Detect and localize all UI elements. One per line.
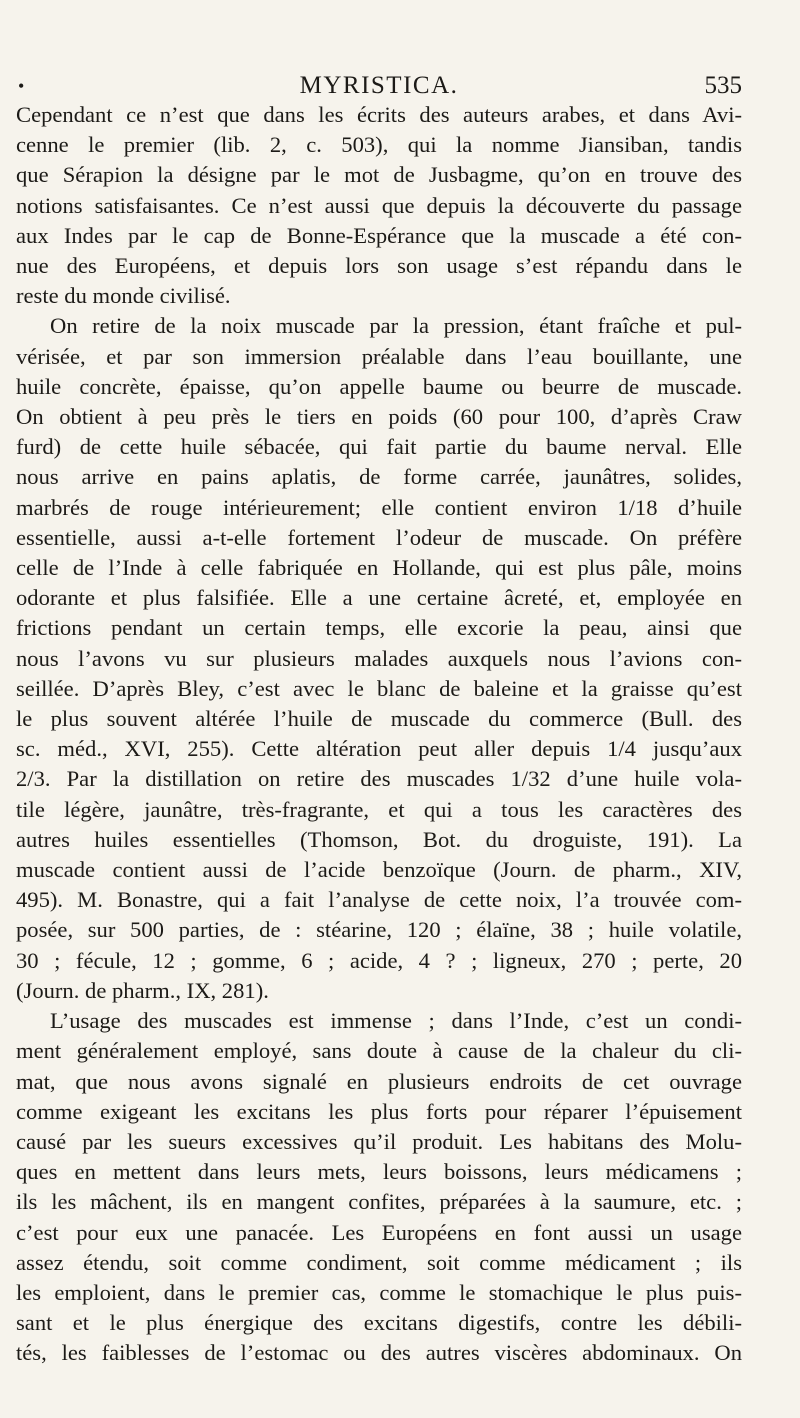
text-line: odorante et plus falsifiée. Elle a une certaine âcreté, et, employée en bbox=[16, 585, 742, 611]
text-line: 2/3. Par la distillation on retire des muscades 1/32 d’une huile vola- bbox=[16, 766, 742, 792]
text-line: vérisée, et par son immersion préalable dans l’eau bouillante, une bbox=[16, 343, 742, 369]
text-line: tile légère, jaunâtre, très-fragrante, et qui a tous les caractères des bbox=[16, 796, 742, 822]
text-line: sant et le plus énergique des excitans digestifs, contre les débili- bbox=[16, 1310, 742, 1336]
text-line: c’est pour eux une panacée. Les Européens en font aussi un usage bbox=[16, 1219, 742, 1245]
text-line: ils les mâchent, ils en mangent confites, préparées à la saumure, etc. ; bbox=[16, 1189, 742, 1215]
text-line: muscade contient aussi de l’acide benzoïque (Journ. de pharm., XIV, bbox=[16, 857, 742, 883]
text-line: essentielle, aussi a-t-elle fortement l’odeur de muscade. On préfère bbox=[16, 524, 742, 550]
text-line: 30 ; fécule, 12 ; gomme, 6 ; acide, 4 ? ; ligneux, 270 ; perte, 20 bbox=[16, 947, 742, 973]
text-line: autres huiles essentielles (Thomson, Bot. du droguiste, 191). La bbox=[16, 826, 742, 852]
text-line: aux Indes par le cap de Bonne-Espérance que la muscade a été con- bbox=[16, 222, 742, 248]
text-line: L’usage des muscades est immense ; dans l’Inde, c’est un condi- bbox=[50, 1008, 742, 1034]
text-line: furd) de cette huile sébacée, qui fait partie du baume nerval. Elle bbox=[16, 434, 742, 460]
text-line: (Journ. de pharm., IX, 281). bbox=[16, 977, 269, 1003]
text-line: marbrés de rouge intérieurement; elle contient environ 1/18 d’huile bbox=[16, 494, 742, 520]
text-line: Cependant ce n’est que dans les écrits des auteurs arabes, et dans Avi- bbox=[16, 102, 742, 127]
text-line: reste du monde civilisé. bbox=[16, 283, 231, 309]
text-line: 495). M. Bonastre, qui a fait l’analyse de cette noix, l’a trouvée com- bbox=[16, 887, 742, 913]
text-line: ment généralement employé, sans doute à cause de la chaleur du cli- bbox=[16, 1038, 742, 1064]
text-line: huile concrète, épaisse, qu’on appelle baume ou beurre de muscade. bbox=[16, 373, 742, 399]
text-line: les emploient, dans le premier cas, comme le stomachique le plus puis- bbox=[16, 1279, 742, 1305]
text-line: tés, les faiblesses de l’estomac ou des autres viscères abdominaux. On bbox=[16, 1340, 742, 1366]
running-header bbox=[16, 64, 742, 108]
page-mark: • bbox=[18, 76, 25, 96]
text-line: le plus souvent altérée l’huile de muscade du commerce (Bull. des bbox=[16, 706, 742, 732]
text-line: ques en mettent dans leurs mets, leurs boissons, leurs médicamens ; bbox=[16, 1159, 742, 1185]
text-line: frictions pendant un certain temps, elle excorie la peau, ainsi que bbox=[16, 615, 742, 641]
text-line: nous l’avons vu sur plusieurs malades auxquels nous l’avions con- bbox=[16, 645, 742, 671]
running-title: MYRISTICA. bbox=[299, 72, 459, 99]
page-number: 535 bbox=[704, 72, 742, 99]
text-line: seillée. D’après Bley, c’est avec le blanc de baleine et la graisse qu’est bbox=[16, 675, 742, 701]
text-line: posée, sur 500 parties, de : stéarine, 120 ; élaïne, 38 ; huile volatile, bbox=[16, 917, 742, 943]
text-line: sc. méd., XVI, 255). Cette altération peut aller depuis 1/4 jusqu’aux bbox=[16, 736, 742, 762]
text-line: assez étendu, soit comme condiment, soit comme médicament ; ils bbox=[16, 1249, 742, 1275]
text-line: comme exigeant les excitans les plus forts pour réparer l’épuisement bbox=[16, 1098, 742, 1124]
text-line: cenne le premier (lib. 2, c. 503), qui la nomme Jiansiban, tandis bbox=[16, 132, 742, 158]
body-text bbox=[16, 100, 742, 1369]
text-line: celle de l’Inde à celle fabriquée en Hollande, qui est plus pâle, moins bbox=[16, 555, 742, 581]
text-line: On obtient à peu près le tiers en poids (60 pour 100, d’après Craw bbox=[16, 404, 742, 430]
text-line: nous arrive en pains aplatis, de forme carrée, jaunâtres, solides, bbox=[16, 464, 742, 490]
text-line: que Sérapion la désigne par le mot de Jusbagme, qu’on en trouve des bbox=[16, 162, 742, 188]
text-line: causé par les sueurs excessives qu’il produit. Les habitans des Molu- bbox=[16, 1128, 742, 1154]
text-line: nue des Européens, et depuis lors son usage s’est répandu dans le bbox=[16, 253, 742, 279]
text-line: mat, que nous avons signalé en plusieurs endroits de cet ouvrage bbox=[16, 1068, 742, 1094]
text-line: notions satisfaisantes. Ce n’est aussi que depuis la découverte du passage bbox=[16, 192, 742, 218]
text-line: On retire de la noix muscade par la pression, étant fraîche et pul- bbox=[50, 313, 742, 339]
